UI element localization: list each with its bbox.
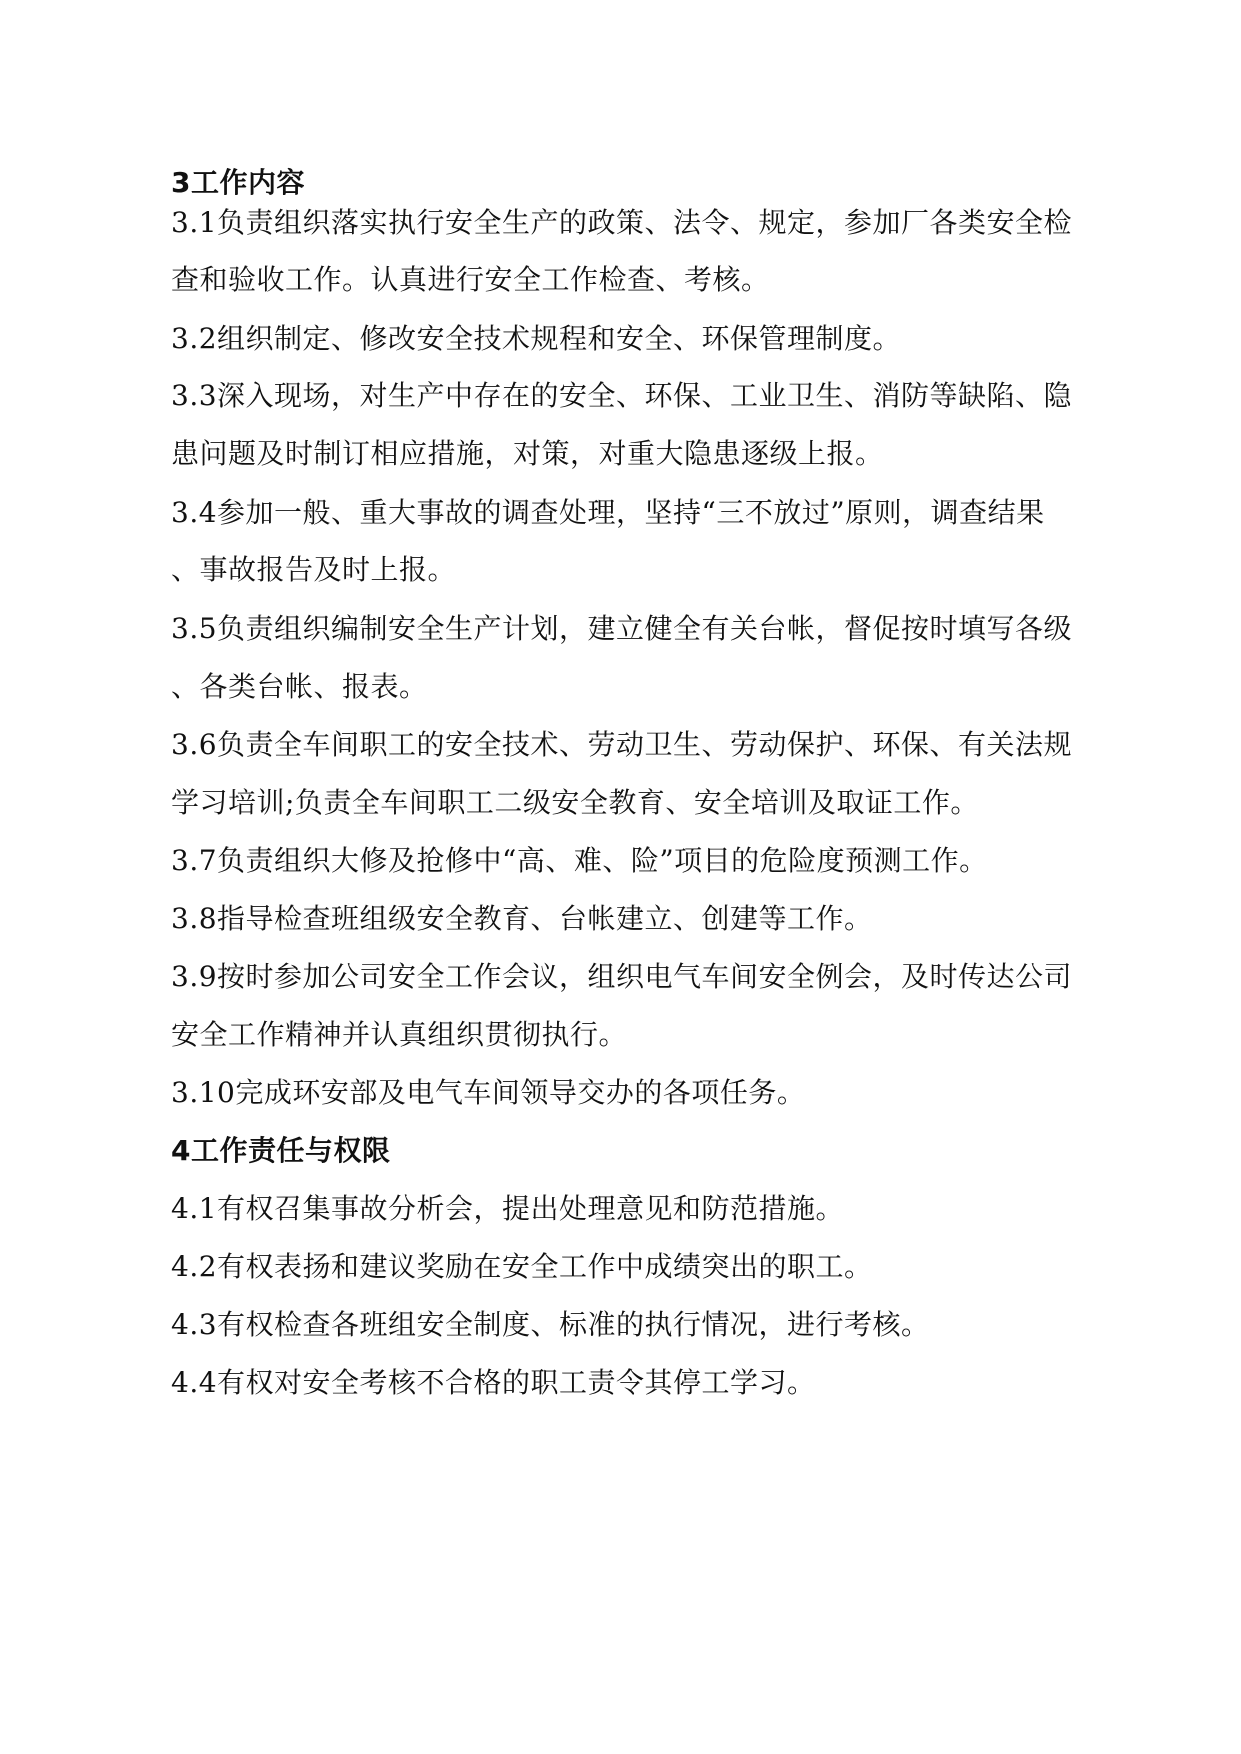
clause-3-6-line-1: 3.6负责全车间职工的安全技术、劳动卫生、劳动保护、环保、有关法规 xyxy=(171,728,1073,761)
clause-3-3-line-2: 患问题及时制订相应措施，对策，对重大隐患逐级上报。 xyxy=(171,437,884,470)
clause-3-1-line-2: 查和验收工作。认真进行安全工作检查、考核。 xyxy=(171,263,770,296)
clause-4-1: 4.1有权召集事故分析会，提出处理意见和防范措施。 xyxy=(171,1192,845,1225)
section-heading: 4工作责任与权限 xyxy=(171,1134,391,1167)
clause-4-3: 4.3有权检查各班组安全制度、标准的执行情况，进行考核。 xyxy=(171,1308,930,1341)
section-heading: 3工作内容 xyxy=(171,166,305,199)
clause-3-7: 3.7负责组织大修及抢修中“高、难、险”项目的危险度预测工作。 xyxy=(171,844,988,877)
clause-3-8: 3.8指导检查班组级安全教育、台帐建立、创建等工作。 xyxy=(171,902,873,935)
clause-3-2: 3.2组织制定、修改安全技术规程和安全、环保管理制度。 xyxy=(171,322,902,355)
clause-3-4-line-1: 3.4参加一般、重大事故的调查处理，坚持“三不放过”原则，调查结果 xyxy=(171,496,1045,529)
clause-3-9-line-1: 3.9按时参加公司安全工作会议，组织电气车间安全例会，及时传达公司 xyxy=(171,960,1073,993)
clause-4-4: 4.4有权对安全考核不合格的职工责令其停工学习。 xyxy=(171,1366,816,1399)
clause-3-4-line-2: 、事故报告及时上报。 xyxy=(171,553,457,586)
clause-3-1-line-1: 3.1负责组织落实执行安全生产的政策、法令、规定，参加厂各类安全检 xyxy=(171,206,1073,239)
clause-4-2: 4.2有权表扬和建议奖励在安全工作中成绩突出的职工。 xyxy=(171,1250,873,1283)
clause-3-3-line-1: 3.3深入现场，对生产中存在的安全、环保、工业卫生、消防等缺陷、隐 xyxy=(171,379,1073,412)
clause-3-6-line-2: 学习培训;负责全车间职工二级安全教育、安全培训及取证工作。 xyxy=(171,786,979,819)
clause-3-10: 3.10完成环安部及电气车间领导交办的各项任务。 xyxy=(171,1076,806,1109)
clause-3-5-line-1: 3.5负责组织编制安全生产计划，建立健全有关台帐，督促按时填写各级 xyxy=(171,612,1073,645)
clause-3-9-line-2: 安全工作精神并认真组织贯彻执行。 xyxy=(171,1018,628,1051)
clause-3-5-line-2: 、各类台帐、报表。 xyxy=(171,670,428,703)
